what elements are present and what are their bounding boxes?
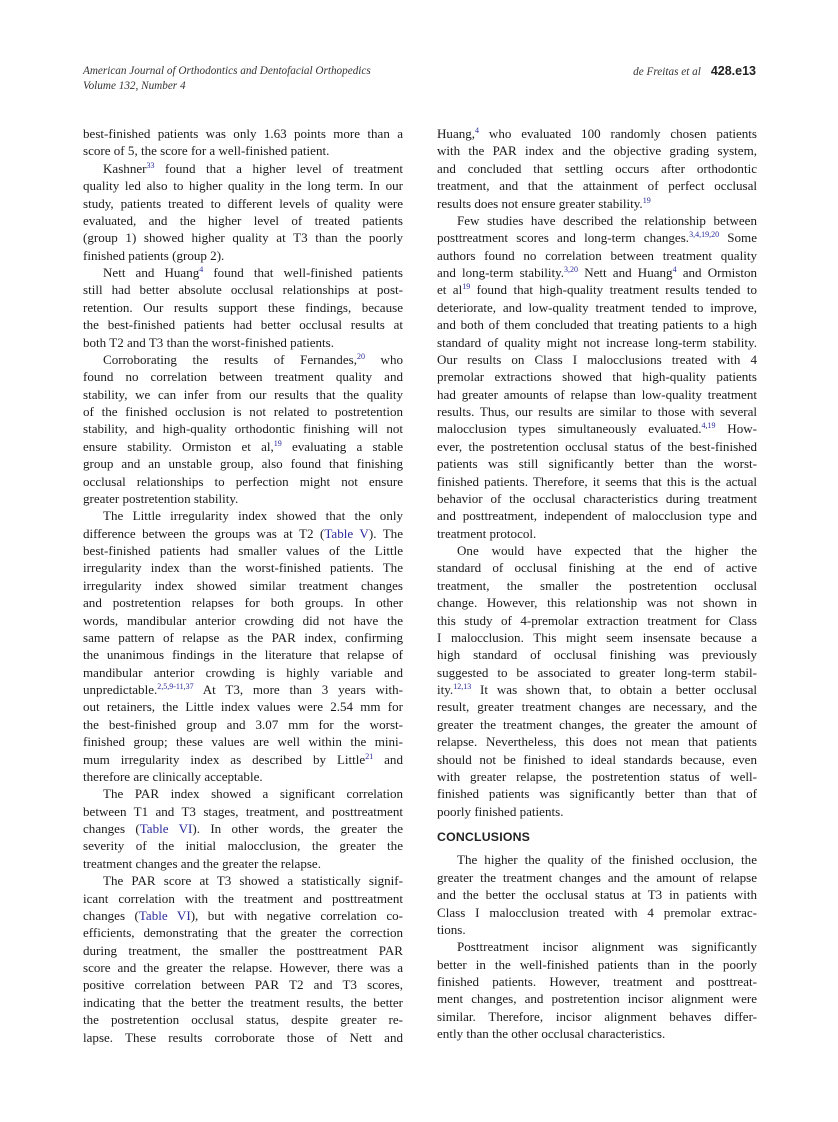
text-line: still had better absolute occlusal relationships at post- — [83, 282, 403, 298]
text-line: changes (Table VI), but with negative correlation co- — [83, 907, 403, 923]
text-line: the postretention occlusal status, despite greater re- — [83, 1012, 403, 1028]
text-line: irregularity index than the worst-finished patients. The — [83, 560, 403, 576]
text-line: results does not ensure greater stability.$^{19}$ — [437, 195, 651, 211]
citation-reference[interactable]: 12,13 — [453, 682, 472, 691]
text-line: greater the treatment changes, the greater the amount of — [437, 716, 757, 732]
citation-reference[interactable]: 20 — [356, 351, 365, 361]
text-line: severity of the initial malocclusion, the greater the — [83, 838, 403, 854]
text-line: with greater relapse, the postretention status of well- — [437, 768, 757, 784]
page-number: 428.e13 — [710, 64, 756, 78]
text-line: better in the well-finished patients than in the poorly — [437, 956, 757, 972]
text-line: results. Thus, our results are similar to those with several — [437, 404, 757, 419]
citation-reference[interactable]: 19 — [462, 282, 471, 292]
journal-title: American Journal of Orthodontics and Dentofacial Orthopedics — [83, 65, 371, 77]
text-line: The PAR score at T3 showed a statistically signif- — [103, 873, 403, 889]
text-line: Few studies have described the relationship between — [457, 212, 757, 228]
text-line: The Little irregularity index showed that the only — [103, 508, 403, 524]
text-line: mum irregularity index as described by Little$^{21}$ and — [83, 751, 403, 767]
text-line: suggested to be associated to greater long-term stabil- — [437, 664, 757, 680]
text-line: changes (Table VI). In other words, the greater the — [83, 821, 403, 836]
text-line: should not be finished to ideal standards because, even — [437, 751, 757, 767]
text-line: One would have expected that the higher the — [457, 543, 757, 558]
text-line: unpredictable.$^{2,5,9-11,37}$ At T3, more than 3 years with- — [83, 682, 403, 697]
text-line: irregularity index showed similar treatment changes — [83, 577, 403, 593]
text-line: authors found no correlation between treatment quality — [437, 247, 757, 263]
text-line: Nett and Huang$^4$ found that well-finished patients — [103, 265, 403, 280]
citation-reference[interactable]: 4 — [475, 126, 480, 135]
running-authors: de Freitas et al — [633, 66, 701, 78]
text-line: occlusal relationships to perfection might not ensure — [83, 473, 403, 489]
text-line: change. However, this relationship was not shown in — [437, 595, 757, 611]
discussion-continued — [437, 125, 757, 820]
conclusions-text — [437, 851, 757, 1042]
text-line: finished patients was significantly better than that of — [437, 786, 757, 802]
text-line: retention. Our results support these findings, because — [83, 299, 403, 315]
text-line: and concluded that settling occurs after orthodontic — [437, 160, 757, 176]
text-line: with the PAR index and the objective grading system, — [437, 143, 757, 159]
citation-reference[interactable]: 3,4,19,20 — [689, 230, 720, 240]
text-line: stability, we can infer from our results that the quality — [83, 386, 403, 402]
journal-volume: Volume 132, Number 4 — [83, 80, 186, 92]
text-line: posttreatment scores and long-term changes.$^{3,4,19,20}$ Some — [437, 230, 757, 246]
citation-reference[interactable]: 3,20 — [564, 265, 579, 274]
text-line: and both of them concluded that treating patients to a high — [437, 317, 757, 333]
text-line: and the better the occlusal status at T3 in patients with — [437, 887, 757, 903]
running-header-journal — [83, 64, 371, 94]
right-column — [437, 125, 757, 1043]
text-line: Kashner$^{33}$ found that a higher level of treatment — [103, 160, 403, 176]
text-line: group and an unstable group, also found that finishing — [83, 456, 403, 472]
text-line: words, mandibular anterior crowding did not have the — [83, 612, 403, 628]
text-line: indicating that the better the treatment results, the better — [83, 994, 403, 1010]
text-line: Posttreatment incisor alignment was significantly — [457, 939, 757, 955]
text-line: standard of quality might not increase long-term stability. — [437, 334, 757, 350]
text-line: high standard of occlusal finishing was previously — [437, 647, 757, 663]
text-line: this study of 4-premolar extraction treatment for Class — [437, 612, 757, 628]
citation-reference[interactable]: 19 — [273, 438, 282, 448]
text-line: I malocclusion. This might seem insensate because a — [437, 629, 757, 645]
text-line: The PAR index showed a significant correlation — [103, 786, 403, 802]
text-line: finished patients (group 2). — [83, 247, 225, 263]
left-column-lines — [83, 125, 403, 1046]
table-link[interactable]: Table VI — [139, 821, 193, 836]
text-line: treatment, the smaller the postretention occlusal — [437, 577, 757, 593]
text-line: efficients, demonstrating that the greater the correction — [83, 925, 403, 941]
text-line: (group 1) showed higher quality at T3 than the poorly — [83, 230, 403, 246]
text-line: lapse. These results corroborate those of Nett and — [83, 1029, 403, 1045]
text-line: the best-finished group and 3.07 mm for the worst- — [83, 716, 403, 732]
text-line: result, greater treatment changes are necessary, and the — [437, 699, 757, 715]
table-link[interactable]: Table V — [324, 525, 369, 541]
text-line: Class I malocclusion treated with 4 premolar extrac- — [437, 904, 757, 920]
text-line: similar. Therefore, incisor alignment behaves differ- — [437, 1008, 757, 1024]
citation-reference[interactable]: 21 — [365, 751, 374, 761]
text-line: during treatment, the smaller the posttreatment PAR — [83, 942, 403, 958]
text-line: icant correlation with the treatment and posttreatment — [83, 890, 403, 906]
citation-reference[interactable]: 19 — [642, 195, 651, 205]
text-line: best-finished patients had smaller values of the Little — [83, 543, 403, 558]
text-line: therefore are clinically acceptable. — [83, 768, 263, 784]
text-line: and postretention relapses for both groups. In other — [83, 595, 403, 611]
text-line: found no correlation between treatment quality and — [83, 369, 403, 385]
text-line: and long-term stability.$^{3,20}$ Nett and Huang$^4$ and Ormiston — [437, 265, 758, 280]
text-line: study, patients treated to different levels of quality were — [83, 195, 403, 211]
text-line: had greater amounts of relapse than low-quality treatment — [437, 386, 757, 402]
text-line: treatment, and that the attainment of perfect occlusal — [437, 178, 757, 194]
text-line: score and the greater the relapse. However, there was a — [83, 960, 403, 975]
citation-reference[interactable]: 4 — [199, 265, 204, 274]
text-line: malocclusion types simultaneously evaluated.$^{4,19}$ How- — [437, 421, 757, 437]
text-line: The higher the quality of the finished occlusion, the — [457, 852, 757, 868]
section-heading-conclusions: CONCLUSIONS — [437, 830, 531, 844]
text-line: positive correlation between PAR T2 and T3 scores, — [83, 977, 403, 993]
text-line: ity.$^{12,13}$ It was shown that, to obtain a better occlusal — [437, 682, 757, 697]
text-line: premolar extractions showed that high-quality patients — [437, 369, 757, 385]
text-line: finished patients. However, treatment and posttreat- — [437, 974, 757, 989]
text-line: stability, and high-quality orthodontic finishing will not — [83, 421, 403, 437]
text-line: tions. — [437, 921, 466, 937]
text-line: mandibular anterior crowding is highly variable and — [83, 664, 403, 680]
text-line: ently than the other occlusal characteristics. — [437, 1026, 666, 1042]
citation-reference[interactable]: 33 — [146, 160, 155, 170]
left-column — [83, 125, 403, 1046]
text-line: et $al^{19}$ found that high-quality treatment results tended to — [437, 282, 757, 298]
text-line: best-finished patients was only 1.63 points more than a — [83, 126, 403, 141]
text-line: Corroborating the results of Fernandes,$^{20}$ who — [103, 351, 404, 367]
citation-reference[interactable]: 4 — [672, 265, 677, 274]
text-line: ever, the postretention occlusal status of the best-finished — [437, 438, 757, 454]
text-line: of the finished occlusion is not related to postretention — [83, 404, 403, 419]
text-line: poorly finished patients. — [437, 803, 564, 819]
text-line: patients was still significantly better than the worst- — [437, 456, 757, 472]
text-line: out retainers, the Little index values were 2.54 mm for — [83, 699, 403, 715]
text-line: standard of occlusal finishing at the end of active — [437, 560, 757, 576]
text-line: difference between the groups was at T2 (Table V). The — [83, 525, 403, 541]
text-line: quality led also to higher quality in the long term. In our — [83, 178, 403, 194]
text-line: greater the treatment changes and the amount of relapse — [437, 869, 757, 885]
text-line: Huang,$^4$ who evaluated 100 randomly chosen patients — [437, 126, 757, 141]
text-line: ensure stability. Ormiston et al,$^{19}$ evaluating a stable — [83, 438, 403, 454]
text-line: same pattern of relapse as the PAR index, confirming — [83, 629, 403, 645]
text-line: greater postretention stability. — [83, 490, 239, 506]
citation-reference[interactable]: 4,19 — [701, 421, 716, 431]
text-line: finished patients. Therefore, it seems that this is the actual — [437, 473, 757, 489]
text-line: Our results on Class I malocclusions treated with 4 — [437, 351, 757, 367]
text-line: between T1 and T3 stages, treatment, and posttreatment — [83, 803, 403, 819]
running-header-page — [633, 64, 756, 80]
text-line: and posttreatment, independent of malocclusion type and — [437, 508, 757, 524]
text-line: score of 5, the score for a well-finished patient. — [83, 143, 330, 159]
text-line: relapse. Nevertheless, this does not mean that patients — [437, 734, 757, 750]
citation-reference[interactable]: 2,5,9-11,37 — [157, 682, 194, 691]
text-line: treatment changes and the greater the relapse. — [83, 855, 321, 871]
text-line: evaluated, and the higher level of treated patients — [83, 212, 403, 228]
text-line: the unanimous findings in the literature that relapse of — [83, 647, 403, 663]
text-line: ment changes, and postretention incisor alignment were — [437, 991, 757, 1007]
table-link[interactable]: Table VI — [138, 907, 191, 923]
text-line: deteriorate, and low-quality treatment tended to improve, — [437, 299, 757, 315]
text-line: both T2 and T3 than the worst-finished patients. — [83, 334, 334, 350]
text-line: treatment protocol. — [437, 525, 537, 541]
text-line: behavior of the occlusal characteristics during treatment — [437, 490, 757, 506]
text-line: the best-finished patients had better occlusal results at — [83, 317, 403, 333]
text-line: finished group; these values are well within the mini- — [83, 734, 403, 750]
